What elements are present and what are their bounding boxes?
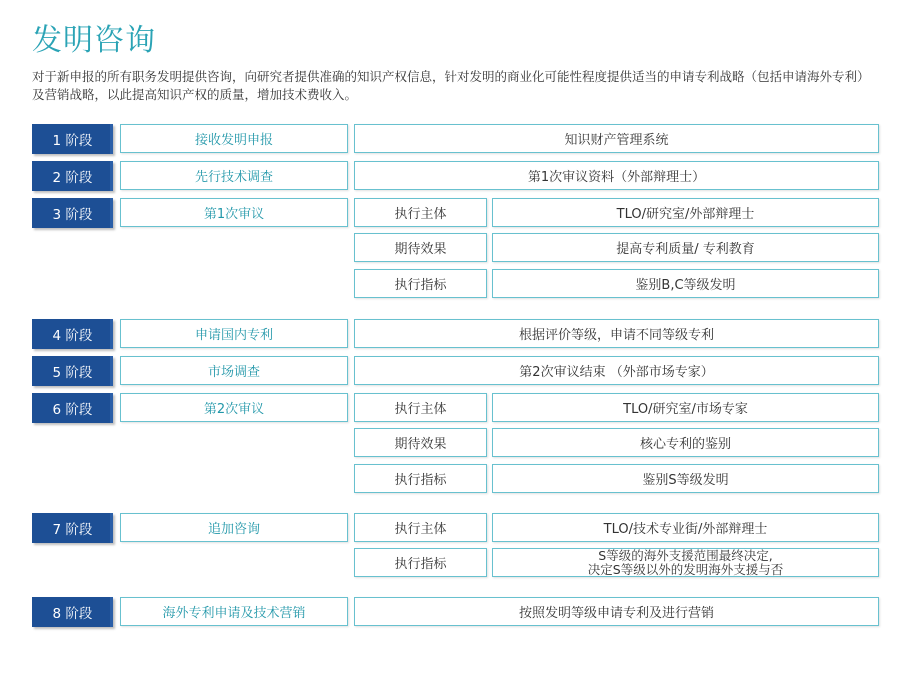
stage-1-badge: 1 阶段: [32, 124, 113, 154]
stage-6-key-executor: 执行主体: [354, 393, 487, 422]
stage-4-badge: 4 阶段: [32, 319, 113, 349]
stage-7-name: 追加咨询: [120, 513, 348, 542]
stage-7-value-indicator: [492, 548, 879, 577]
stage-3-badge: 3 阶段: [32, 198, 113, 228]
stage-1-desc: 知识财产管理系统: [354, 124, 879, 153]
stage-6-name: 第2次审议: [120, 393, 348, 422]
stage-4-name: 申请国内专利: [120, 319, 348, 348]
stage-8-desc: 按照发明等级申请专利及进行营销: [354, 597, 879, 626]
stage-6-badge: 6 阶段: [32, 393, 113, 423]
stage-3-name: 第1次审议: [120, 198, 348, 227]
page-title: 发明咨询: [32, 23, 156, 58]
stage-3-key-executor: 执行主体: [354, 198, 487, 227]
stage-2-badge: 2 阶段: [32, 161, 113, 191]
stage-8-badge: 8 阶段: [32, 597, 113, 627]
stage-7-key-indicator: 执行指标: [354, 548, 487, 577]
stage-6-key-indicator: 执行指标: [354, 464, 487, 493]
stage-6-value-expected: 核心专利的鉴别: [492, 428, 879, 457]
stage-4-desc: 根据评价等级，申请不同等级专利: [354, 319, 879, 348]
stage-7-key-executor: 执行主体: [354, 513, 487, 542]
stage-3-value-executor: TLO/研究室/外部辩理士: [492, 198, 879, 227]
stage-1-name: 接收发明申报: [120, 124, 348, 153]
stage-7-value-indicator-line2: 决定S等级以外的发明海外支援与否: [587, 561, 784, 577]
stage-3-key-indicator: 执行指标: [354, 269, 487, 298]
stage-3-value-indicator: 鉴别B,C等级发明: [492, 269, 879, 298]
stage-5-name: 市场调查: [120, 356, 348, 385]
stage-5-badge: 5 阶段: [32, 356, 113, 386]
stage-7-value-executor: TLO/技术专业街/外部辩理士: [492, 513, 879, 542]
stage-6-value-indicator: 鉴别S等级发明: [492, 464, 879, 493]
stage-3-value-expected: 提高专利质量/ 专利教育: [492, 233, 879, 262]
stage-3-key-expected: 期待效果: [354, 233, 487, 262]
stage-5-desc: 第2次审议结束 （外部市场专家）: [354, 356, 879, 385]
stage-8-name: 海外专利申请及技术营销: [120, 597, 348, 626]
stage-6-key-expected: 期待效果: [354, 428, 487, 457]
stage-7-badge: 7 阶段: [32, 513, 113, 543]
stage-2-name: 先行技术调查: [120, 161, 348, 190]
stage-6-value-executor: TLO/研究室/市场专家: [492, 393, 879, 422]
stage-2-desc: 第1次审议资料（外部辩理士）: [354, 161, 879, 190]
stage-7-value-indicator-line1: S等级的海外支援范围最终决定,: [598, 547, 773, 563]
intro-text: 对于新申报的所有职务发明提供咨询，向研究者提供准确的知识产权信息，针对发明的商业化可能性程度提供适当的申请专利战略（包括申请海外专利）及营销战略，以此提高知识产权的质量，增加技术费收入。: [32, 69, 870, 102]
